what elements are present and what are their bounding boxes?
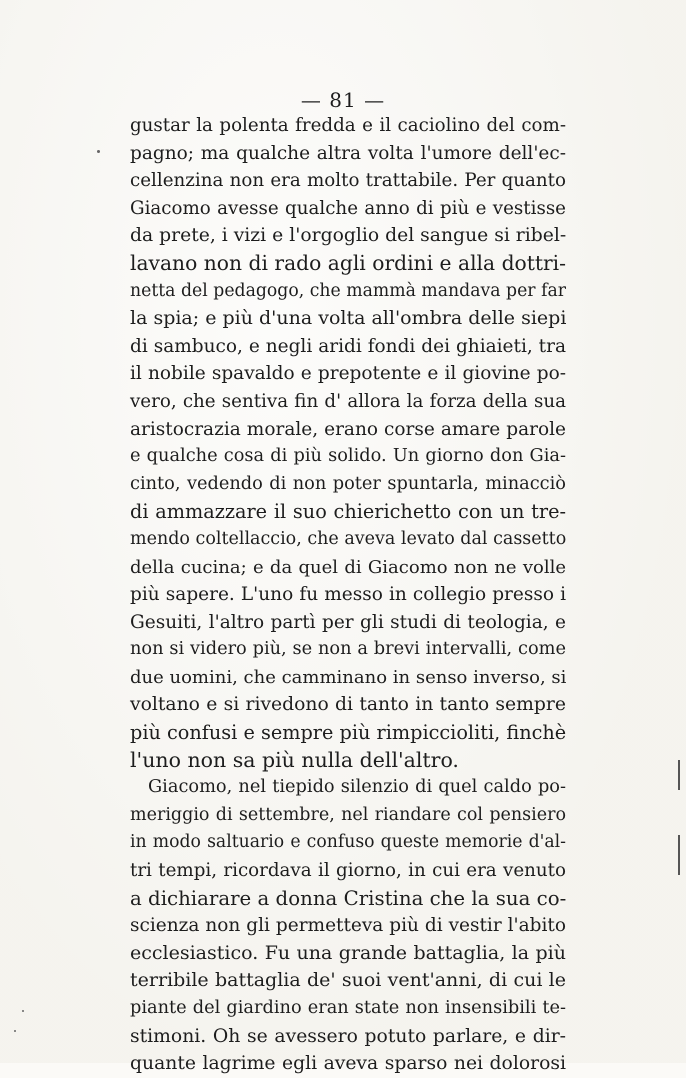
scan-edge-mark [678,835,680,875]
text-line: Giacomo, nel tiepido silenzio di quel caldo po- [148,777,566,798]
text-line: mendo coltellaccio, che aveva levato dal cassetto [130,528,567,549]
text-line: scienza non gli permetteva più di vestir l'abito [130,915,566,937]
text-line: pagno; ma qualche altra volta l'umore dell'ec- [130,142,566,164]
paragraph-1 [130,112,566,774]
text-line: lavano non di rado agli ordini e alla dottri- [130,250,566,275]
text-line: cinto, vedendo di non poter spuntarla, minacciò [130,473,566,494]
text-line: stimoni. Oh se avessero potuto parlare, e dir- [130,1025,566,1047]
text-line: più sapere. L'uno fu messo in collegio presso i [130,584,566,606]
text-line: aristocrazia morale, erano corse amare parole [130,418,566,440]
paragraph-2 [130,774,566,1078]
body-text [130,112,566,1078]
scan-edge-mark [678,760,680,790]
text-line: e qualche cosa di più solido. Un giorno don Gia- [130,446,566,467]
text-line: della cucina; e da quel di Giacomo non ne volle [130,556,566,578]
scan-speck [22,1010,24,1012]
text-line: da prete, i vizi e l'orgoglio del sangue si ribel- [130,225,567,247]
text-line: di sambuco, e negli aridi fondi dei ghiaieti, tra [130,335,566,357]
text-line: terribile battaglia de' suoi vent'anni, di cui le [130,969,566,992]
text-line: gustar la polenta fredda e il caciolino del com- [130,115,566,136]
text-line: non si videro più, se non a brevi intervalli, come [130,639,566,660]
text-line: più confusi e sempre più rimpiccioliti, finchè [130,721,567,745]
text-line: quante lagrime egli aveva sparso nei dolorosi [130,1053,566,1075]
text-line: piante del giardino eran state non insensibili te- [130,998,566,1018]
text-line: cellenzina non era molto trattabile. Per quanto [130,170,566,192]
text-line: Gesuiti, l'altro partì per gli studi di teologia, e [130,611,566,633]
text-line: l'uno non sa più nulla dell'altro. [130,747,459,772]
text-line: netta del pedagogo, che mammà mandava per far [130,280,566,301]
text-line: Giacomo avesse qualche anno di più e vestisse [130,197,566,219]
scan-speck [97,150,100,153]
text-line: in modo saltuario e confuso queste memorie d'al- [130,832,566,853]
text-line: tri tempi, ricordava il giorno, in cui era venuto [130,860,566,882]
text-line: a dichiarare a donna Cristina che la sua co- [130,886,567,910]
text-line: il nobile spavaldo e prepotente e il giovine po- [130,363,566,385]
page-number: — 81 — [300,88,386,112]
text-line: di ammazzare il suo chierichetto con un tre- [130,500,566,524]
text-line: meriggio di settembre, nel riandare col pensiero [130,804,566,825]
text-line: vero, che sentiva fin d' allora la forza della sua [130,390,566,412]
text-line: ecclesiastico. Fu una grande battaglia, la più [130,941,566,964]
text-line: due uomini, che camminano in senso inverso, si [130,666,567,688]
text-line: la spia; e più d'una volta all'ombra delle siepi [130,307,567,330]
text-line: voltano e si rivedono di tanto in tanto sempre [130,694,566,716]
scan-speck [14,1030,16,1032]
